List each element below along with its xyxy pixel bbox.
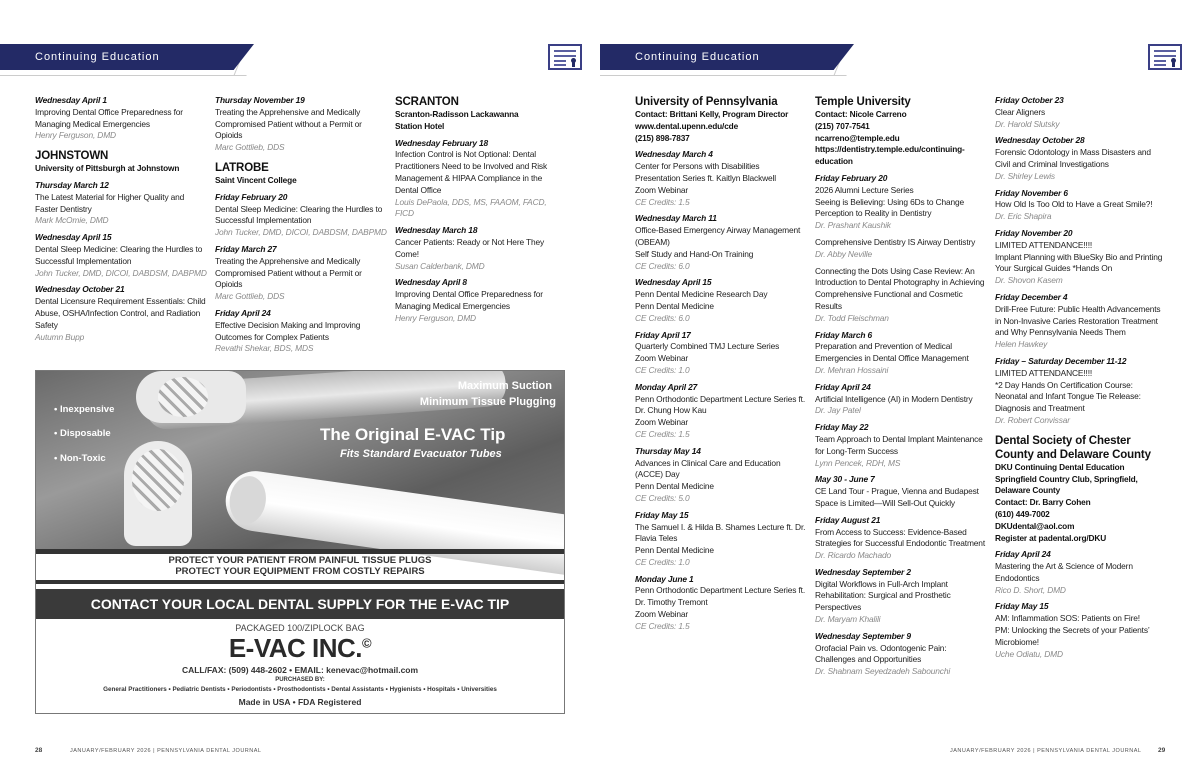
- event-date: Wednesday March 18: [395, 225, 478, 236]
- page-number: 29: [1158, 747, 1166, 754]
- ad-purchased-by: PURCHASED BY:: [275, 677, 325, 683]
- event-title: CE Land Tour - Prague, Vienna and Budapest: [815, 486, 979, 497]
- ad-made-in: Made in USA • FDA Registered: [238, 697, 362, 707]
- event-title: How Old Is Too Old to Have a Great Smile?!: [995, 199, 1153, 210]
- event-date: Friday – Saturday December 11-12: [995, 355, 1127, 366]
- event-date: Thursday May 14: [635, 445, 701, 456]
- venue-line: Contact: Brittani Kelly, Program Director: [635, 109, 789, 119]
- event-presenter: Henry Ferguson, DMD: [35, 130, 116, 141]
- event-date: Wednesday February 18: [395, 137, 489, 148]
- event-date: Friday November 20: [995, 227, 1073, 238]
- protect-line: PROTECT YOUR PATIENT FROM PAINFUL TISSUE PLUGS: [168, 555, 432, 566]
- event-date: Thursday March 12: [35, 179, 109, 190]
- event-listing: [635, 277, 807, 324]
- event-presenter: CE Credits: 1.5: [635, 196, 690, 207]
- event-presenter: John Tucker, DMD, DICOI, DABDSM, DABPMD: [215, 227, 387, 238]
- event-presenter: Dr. Todd Fleischman: [815, 312, 889, 323]
- event-date: Friday April 24: [995, 549, 1051, 560]
- event-listing: [815, 474, 987, 509]
- event-listing: [815, 173, 987, 232]
- event-listing: [815, 266, 987, 325]
- event-title: Zoom Webinar: [635, 609, 688, 620]
- event-title: Penn Dental Medicine: [635, 545, 714, 556]
- event-title: From Access to Success: Evidence-Based Strategies for Successful Endodontic Treatment: [815, 526, 985, 549]
- event-title: Space is Limited—Will Sell-Out Quickly: [815, 497, 955, 508]
- event-date: Friday March 27: [215, 243, 277, 254]
- event-title: Penn Dental Medicine: [635, 481, 714, 492]
- event-presenter: Dr. Shabnam Seyedzadeh Sabounchi: [815, 666, 951, 677]
- event-title: Cancer Patients: Ready or Not Here They Come!: [395, 236, 545, 259]
- folio: JANUARY/FEBRUARY 2026 | PENNSYLVANIA DENTAL JOURNAL: [70, 748, 262, 754]
- section-header: [600, 44, 862, 76]
- ad-bullet: • Non-Toxic: [54, 453, 106, 464]
- ad-brand-logo: [36, 633, 564, 664]
- event-presenter: CE Credits: 1.0: [635, 364, 690, 375]
- event-presenter: CE Credits: 1.0: [635, 556, 690, 567]
- section-heading: Temple University: [815, 96, 911, 108]
- event-listing: [995, 549, 1167, 596]
- column: [35, 95, 207, 343]
- venue-line: (215) 898-7837: [635, 132, 690, 143]
- event-presenter: Lynn Pencek, RDH, MS: [815, 457, 901, 468]
- event-date: Wednesday September 9: [815, 630, 911, 641]
- column: [215, 95, 387, 355]
- event-date: Friday February 20: [815, 172, 888, 183]
- event-presenter: Dr. Shirley Lewis: [995, 170, 1055, 181]
- venue-line: DKUdental@aol.com: [995, 520, 1075, 531]
- event-date: Friday August 21: [815, 514, 881, 525]
- event-date: Wednesday March 11: [635, 213, 717, 224]
- event-title: Digital Workflows in Full-Arch Implant Rehabilitation: Surgical and Prosthetic Perspectives: [815, 578, 951, 613]
- event-listing: [395, 138, 567, 221]
- event-title: Infection Control is Not Optional: Dental Practitioners Need to be Involved and Risk Management & HIPAA Compliance in the Dental Office: [395, 149, 547, 195]
- event-title: Preparation and Prevention of Medical Emergencies in Dental Office Management: [815, 341, 969, 364]
- event-title: Presentation Series ft. Kaitlyn Blackwell: [635, 172, 776, 183]
- event-listing: [35, 180, 207, 227]
- event-date: Friday May 22: [815, 422, 869, 433]
- event-listing: [215, 244, 387, 303]
- event-presenter: Susan Calderbank, DMD: [395, 260, 485, 271]
- event-date: Friday October 23: [995, 95, 1064, 105]
- event-title: Comprehensive Dentistry IS Airway Dentistry: [815, 236, 976, 247]
- event-presenter: Dr. Eric Shapira: [995, 211, 1052, 222]
- event-listing: [635, 574, 807, 633]
- venue-line: Register at padental.org/DKU: [995, 532, 1107, 543]
- venue-line: (215) 707-7541: [815, 120, 870, 131]
- event-presenter: CE Credits: 1.5: [635, 620, 690, 631]
- event-presenter: CE Credits: 6.0: [635, 260, 690, 271]
- event-listing: [215, 308, 387, 355]
- event-date: Friday March 6: [815, 329, 873, 340]
- event-title: Quarterly Combined TMJ Lecture Series: [635, 341, 780, 352]
- product-photo: [36, 371, 564, 549]
- event-listing: [35, 95, 207, 142]
- event-listing: [995, 601, 1167, 660]
- event-title: Connecting the Dots Using Case Review: An Introduction to Dental Photography in Achieving Comprehensive Functional and Cosmetic Results: [815, 265, 985, 311]
- event-title: Implant Planning with BlueSky Bio and Printing Your Surgical Guides *Hands On: [995, 251, 1163, 274]
- event-date: Friday May 15: [635, 509, 689, 520]
- ad-tagline: Minimum Tissue Plugging: [419, 396, 556, 408]
- event-presenter: Dr. Maryam Khalili: [815, 614, 881, 625]
- event-title: The Samuel I. & Hilda B. Shames Lecture ft. Dr. Flavia Teles: [635, 521, 806, 544]
- event-date: Wednesday September 2: [815, 566, 911, 577]
- venue-info: [215, 175, 387, 187]
- ad-bullet: • Inexpensive: [54, 404, 115, 415]
- event-presenter: Mark McOmie, DMD: [35, 215, 109, 226]
- event-title: Zoom Webinar: [635, 184, 688, 195]
- section-title: Continuing Education: [635, 51, 760, 63]
- event-title: AM: Inflammation SOS: Patients on Fire!: [995, 613, 1140, 624]
- venue-line: Contact: Dr. Barry Cohen: [995, 497, 1091, 508]
- event-title: LIMITED ATTENDANCE!!!!: [995, 239, 1093, 250]
- section-heading: JOHNSTOWN: [35, 150, 109, 163]
- event-title: Artificial Intelligence (AI) in Modern Dentistry: [815, 393, 973, 404]
- event-title: Effective Decision Making and Improving Outcomes for Complex Patients: [215, 319, 361, 342]
- column: [995, 95, 1167, 660]
- venue-line: Station Hotel: [395, 120, 445, 131]
- event-listing: [35, 284, 207, 343]
- venue-line: Contact: Nicole Carreno: [815, 109, 907, 119]
- event-date: Wednesday April 8: [395, 277, 467, 288]
- event-title: Treating the Apprehensive and Medically Compromised Patient without a Permit or Opioids: [215, 255, 362, 290]
- event-presenter: Autumn Bupp: [35, 331, 85, 342]
- ad-subheadline: Fits Standard Evacuator Tubes: [340, 448, 502, 460]
- event-date: Monday April 27: [635, 381, 698, 392]
- event-date: Monday June 1: [635, 573, 694, 584]
- divider: [36, 580, 564, 584]
- folio: JANUARY/FEBRUARY 2026 | PENNSYLVANIA DENTAL JOURNAL: [950, 748, 1142, 754]
- event-listing: [35, 232, 207, 279]
- event-title: Team Approach to Dental Implant Maintenance for Long-Term Success: [815, 433, 983, 456]
- event-presenter: Dr. Ricardo Machado: [815, 550, 891, 561]
- section-header: [0, 44, 262, 76]
- evac-tip-image: [124, 441, 192, 546]
- event-date: May 30 - June 7: [815, 474, 875, 485]
- event-listing: [395, 225, 567, 272]
- ad-tagline: Maximum Suction: [457, 380, 552, 392]
- venue-line: ncarreno@temple.edu: [815, 132, 900, 143]
- event-title: Clear Aligners: [995, 106, 1046, 117]
- event-listing: [815, 237, 987, 261]
- protect-line: PROTECT YOUR EQUIPMENT FROM COSTLY REPAIRS: [175, 566, 425, 577]
- event-title: 2026 Alumni Lecture Series: [815, 184, 914, 195]
- event-listing: [815, 631, 987, 678]
- section-title: Continuing Education: [35, 51, 160, 63]
- event-date: Wednesday October 21: [35, 284, 125, 295]
- event-title: Center for Persons with Disabilities: [635, 161, 760, 172]
- ad-bullet: • Disposable: [54, 428, 111, 439]
- event-listing: [815, 567, 987, 626]
- venue-line: DKU Continuing Dental Education: [995, 461, 1125, 472]
- event-date: Friday May 15: [995, 601, 1049, 612]
- event-title: Orofacial Pain vs. Odontogenic Pain: Challenges and Opportunities: [815, 642, 947, 665]
- event-title: Improving Dental Office Preparedness for Managing Medical Emergencies: [395, 289, 543, 311]
- event-title: Dental Sleep Medicine: Clearing the Hurdles to Successful Implementation: [215, 203, 383, 226]
- ad-packaging: PACKAGED 100/ZIPLOCK BAG: [235, 623, 365, 633]
- section-heading: LATROBE: [215, 161, 269, 174]
- column: [395, 95, 567, 325]
- ad-users: General Practitioners • Pediatric Dentists • Periodontists • Prosthodontists • Dental Assistants • Hygienists • Hospitals • Universities: [103, 686, 497, 693]
- venue-info: [35, 163, 207, 175]
- event-title: Penn Orthodontic Department Lecture Series ft. Dr. Chung How Kau: [635, 393, 805, 416]
- evac-advertisement: [35, 370, 565, 714]
- event-title: Dental Sleep Medicine: Clearing the Hurdles to Successful Implementation: [35, 243, 203, 266]
- event-title: *2 Day Hands On Certification Course: Neonatal and Infant Tongue Tie Release: Diagnosis and Treatment: [995, 379, 1141, 414]
- event-listing: [995, 95, 1167, 130]
- event-date: Friday December 4: [995, 291, 1068, 302]
- event-listing: [815, 330, 987, 377]
- event-title: Treating the Apprehensive and Medically Compromised Patient without a Permit or Opioids: [215, 106, 362, 141]
- event-listing: [995, 188, 1167, 223]
- event-presenter: CE Credits: 5.0: [635, 492, 690, 503]
- event-listing: [815, 422, 987, 469]
- event-presenter: Helen Hawkey: [995, 339, 1048, 350]
- venue-line: Scranton-Radisson Lackawanna: [395, 109, 519, 119]
- event-listing: [635, 382, 807, 441]
- event-title: Dental Licensure Requirement Essentials: Child Abuse, OSHA/Infection Control, and Radiation Safety: [35, 296, 206, 330]
- event-title: Penn Dental Medicine Research Day: [635, 289, 768, 300]
- event-listing: [395, 277, 567, 324]
- event-title: Drill-Free Future: Public Health Advancements in Non-Invasive Caries Restoration Treatment and Why Pennsylvania Needs Them: [995, 303, 1161, 338]
- venue-line: https://dentistry.temple.edu/continuing-education: [815, 144, 965, 167]
- event-listing: [635, 446, 807, 505]
- event-listing: [995, 228, 1167, 287]
- event-title: Zoom Webinar: [635, 417, 688, 428]
- event-title: LIMITED ATTENDANCE!!!!: [995, 367, 1093, 378]
- ad-protect-text: [36, 555, 564, 577]
- event-presenter: Marc Gottlieb, DDS: [215, 142, 285, 153]
- event-listing: [995, 135, 1167, 182]
- event-presenter: Dr. Robert Convissar: [995, 414, 1070, 425]
- event-listing: [995, 292, 1167, 351]
- venue-info: [815, 109, 987, 168]
- event-title: The Latest Material for Higher Quality and Faster Dentistry: [35, 191, 185, 214]
- event-title: Mastering the Art & Science of Modern Endodontics: [995, 561, 1133, 583]
- event-title: Penn Orthodontic Department Lecture Series ft. Dr. Timothy Tremont: [635, 585, 805, 608]
- event-listing: [215, 95, 387, 154]
- page-number: 28: [35, 747, 43, 754]
- event-presenter: Henry Ferguson, DMD: [395, 312, 476, 323]
- venue-line: University of Pittsburgh at Johnstown: [35, 163, 180, 174]
- event-date: Wednesday April 1: [35, 95, 107, 105]
- event-date: Friday April 24: [215, 307, 271, 318]
- event-date: Wednesday October 28: [995, 135, 1085, 146]
- section-heading: University of Pennsylvania: [635, 96, 778, 108]
- event-date: Wednesday April 15: [635, 277, 712, 288]
- event-title: Improving Dental Office Preparedness for Managing Medical Emergencies: [35, 106, 183, 129]
- event-listing: [635, 330, 807, 377]
- event-presenter: Louis DePaola, DDS, MS, FAAOM, FACD, FICD: [395, 196, 547, 219]
- event-presenter: Dr. Jay Patel: [815, 405, 861, 416]
- section-heading: Dental Society of Chester County and Delaware County: [995, 434, 1151, 461]
- event-listing: [995, 356, 1167, 427]
- event-presenter: John Tucker, DMD, DICOI, DABDSM, DABPMD: [35, 267, 207, 278]
- event-date: Wednesday April 15: [35, 232, 112, 243]
- event-date: Friday February 20: [215, 191, 288, 202]
- brand-name: E-VAC INC.: [228, 633, 363, 663]
- venue-info: [995, 462, 1167, 545]
- copyright-mark: ©: [362, 635, 372, 651]
- venue-info: [395, 109, 567, 133]
- event-presenter: Rico D. Short, DMD: [995, 584, 1066, 595]
- event-presenter: CE Credits: 1.5: [635, 428, 690, 439]
- event-presenter: Dr. Prashant Kaushik: [815, 220, 891, 231]
- venue-info: [635, 109, 807, 144]
- venue-line: (610) 449-7002: [995, 508, 1050, 519]
- certificate-icon: [548, 44, 582, 70]
- event-listing: [635, 213, 807, 272]
- section-heading: SCRANTON: [395, 96, 459, 108]
- ad-contact: CALL/FAX: (509) 448-2602 • EMAIL: kenevac@hotmail.com: [181, 665, 419, 675]
- column: [815, 95, 987, 678]
- event-presenter: CE Credits: 6.0: [635, 312, 690, 323]
- page-right: [600, 0, 1200, 776]
- ad-headline: The Original E-VAC Tip: [320, 425, 506, 444]
- event-presenter: Dr. Mehran Hossaini: [815, 364, 889, 375]
- event-listing: [635, 149, 807, 208]
- divider: [36, 549, 564, 554]
- event-date: Friday April 24: [815, 381, 871, 392]
- event-title: Forensic Odontology in Mass Disasters and Civil and Criminal Investigations: [995, 147, 1151, 169]
- event-title: Advances in Clinical Care and Education (ACCE) Day: [635, 457, 781, 480]
- event-presenter: Dr. Shovon Kasem: [995, 275, 1063, 286]
- event-listing: [215, 192, 387, 239]
- event-title: PM: Unlocking the Secrets of your Patients’ Microbiome!: [995, 625, 1150, 647]
- evac-tip-image: [136, 371, 246, 423]
- event-listing: [815, 382, 987, 417]
- event-presenter: Marc Gottlieb, DDS: [215, 291, 285, 302]
- column: [635, 95, 807, 633]
- event-listing: [815, 515, 987, 562]
- event-presenter: Revathi Shekar, BDS, MDS: [215, 343, 314, 354]
- event-title: Seeing is Believing: Using 6Ds to Change Perception to Reality in Dentistry: [815, 196, 965, 219]
- event-listing: [635, 510, 807, 569]
- event-date: Friday November 6: [995, 187, 1068, 198]
- event-date: Wednesday March 4: [635, 149, 713, 160]
- certificate-icon: [1148, 44, 1182, 70]
- event-title: Zoom Webinar: [635, 353, 688, 364]
- event-title: Self Study and Hand-On Training: [635, 248, 754, 259]
- venue-line: Springfield Country Club, Springfield, Delaware County: [995, 473, 1138, 496]
- event-presenter: Dr. Abby Neville: [815, 248, 873, 259]
- event-title: Office-Based Emergency Airway Management (OBEAM): [635, 225, 801, 247]
- venue-line: www.dental.upenn.edu/cde: [635, 120, 739, 131]
- event-title: Penn Dental Medicine: [635, 300, 714, 311]
- event-presenter: Dr. Harold Slutsky: [995, 118, 1060, 129]
- event-date: Thursday November 19: [215, 95, 305, 105]
- ad-cta: CONTACT YOUR LOCAL DENTAL SUPPLY FOR THE E-VAC TIP: [36, 589, 564, 619]
- event-date: Friday April 17: [635, 329, 691, 340]
- venue-line: Saint Vincent College: [215, 174, 297, 185]
- event-presenter: Uche Odiatu, DMD: [995, 648, 1063, 659]
